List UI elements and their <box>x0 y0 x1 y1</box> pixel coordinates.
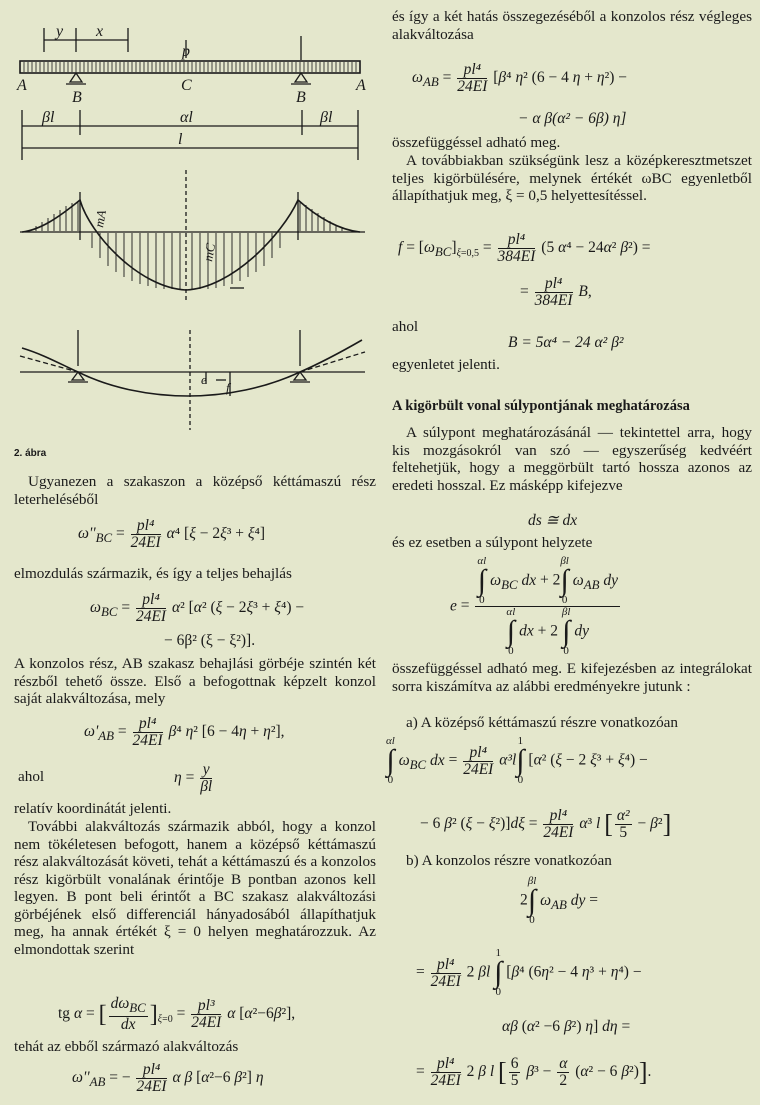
equation-integral-bc: αl ∫ 0 $\omega_{BC}$ dx = $\frac{\text{pl⁴}}{24EI}$ α³l1 ∫ 0 [α² (ξ − 2 ξ³ + ξ⁴) − <box>386 735 648 786</box>
equation-integral-ab-cont: αβ (α² −6 β²) η] dη = <box>502 1018 631 1035</box>
label-y: y <box>56 23 64 40</box>
paragraph: összefüggéssel adható meg. <box>392 134 561 151</box>
label-e: e <box>201 372 207 387</box>
equation-omega-ab-continued: − α β(α² − 6β) η] <box>518 110 627 127</box>
label-x: x <box>96 23 104 40</box>
label-a-right: A <box>356 77 366 94</box>
section-heading: A kigörbült vonal súlypontjának meghatározása <box>392 398 690 414</box>
equation-omega-ab-second: $\omega''_{AB}$ = − $\frac{\text{pl⁴}}{24EI}$ α β [α²−6 β²] η <box>72 1061 264 1095</box>
equation-integral-ab: 2βl ∫ 0 $\omega_{AB}$ dy = <box>520 875 599 926</box>
equation-omega-ab: $\omega_{AB}$ = $\frac{\text{pl⁴}}{24EI}$ [β⁴ η² (6 − 4 η + η²) − <box>412 61 628 95</box>
equation-omega-ab-prime: $\omega'_{AB}$ = $\frac{\text{pl⁴}}{24EI}$ β⁴ η² [6 − 4η + η²], <box>84 715 285 749</box>
equation-omega-bc-second: $\omega''_{BC}$ = $\frac{\text{pl⁴}}{24EI}$ α⁴ [ξ − 2ξ³ + ξ⁴] <box>78 517 266 551</box>
equation-ds: ds ≅ dx <box>528 512 578 529</box>
label-mc: mC <box>200 242 219 263</box>
paragraph: A továbbiakban szükségünk lesz a középkeresztmetszet teljes kigörbülésére, melynek értékét ωBC egyenletből állapíthatjuk meg, ξ = 0,5 helyettesítéssel. <box>392 152 752 204</box>
label-bl-1: βl <box>42 109 55 126</box>
paragraph: és ez esetben a súlypont helyzete <box>392 534 593 551</box>
figure-caption: 2. ábra <box>14 448 47 459</box>
paragraph: További alakváltozás származik abból, hogy a konzol nem tökéletesen befogott, hanem a középső kéttámaszú rész alakváltozását követi, tehát a kéttámaszú és a konzolos rész kigörbült vonalának érintője B pontban azonos kell legyen. B pont beli érintőt a BC szakasz alakváltozási görbéjének első differenciál hányadosából állapíthatjuk meg, ha annak értékét ξ = 0 helyen meghatározzuk. Az elmondottak szerint <box>14 818 376 958</box>
equation-e: e = αl ∫ 0 $\omega_{BC}$ dx + 2βl ∫ 0 $\omega_{AB}$ dy αl ∫ 0 dx + 2 βl ∫ 0 dy <box>450 555 618 657</box>
equation-f: $f = [\omega_{BC}]_{\xi=0,5}$ = $\frac{\text{pl⁴}}{384EI}$ (5 α⁴ − 24α² β²) = <box>398 231 651 265</box>
equation-b: B = 5α⁴ − 24 α² β² <box>508 334 624 351</box>
paragraph-a: a) A középső kéttámaszú részre vonatkozóan <box>406 714 679 731</box>
paragraph: A konzolos rész, AB szakasz behajlási görbéje szintén két részből tehető össze. Első a befogottnak képzelt konzol saját alakváltozása, mely <box>14 655 376 707</box>
paragraph: elmozdulás származik, és így a teljes behajlás <box>14 565 292 582</box>
equation-integral-bc-result: − 6 β² (ξ − ξ²)]dξ = $\frac{\text{pl⁴}}{24EI}$ α³ l [ $\frac{\text{α²}}{5}$ − β²] <box>420 807 672 841</box>
equation-integral-ab-expanded: = $\frac{\text{pl⁴}}{24EI}$ 2 βl 1 ∫ 0 [β⁴ (6η² − 4 η³ + η⁴) − <box>416 947 642 998</box>
label-l: l <box>178 131 183 148</box>
ahol-label: ahol <box>18 768 45 785</box>
paragraph-b: b) A konzolos részre vonatkozóan <box>406 852 612 869</box>
paragraph: és így a két hatás összegezéséből a konzolos rész végleges alakváltozása <box>392 8 752 43</box>
label-al: αl <box>180 109 193 126</box>
paragraph: tehát az ebből származó alakváltozás <box>14 1038 239 1055</box>
equation-eta: η = $\frac{y}{\beta l}$ <box>174 761 213 795</box>
paragraph: egyenletet jelenti. <box>392 356 500 373</box>
ahol-label: ahol <box>392 318 419 335</box>
equation-omega-bc-continued: − 6β² (ξ − ξ²)]. <box>164 632 256 649</box>
equation-tg-alpha: tg α = [ $\frac{d\omega_{BC}}{dx}$ ]$_{\xi=0}$ = $\frac{\text{pl³}}{24EI}$ α [α²−6β²], <box>58 995 296 1034</box>
equation-f-b: = $\frac{\text{pl⁴}}{384EI}$ B, <box>520 275 592 309</box>
equation-omega-bc: $\omega_{BC}$ = $\frac{\text{pl⁴}}{24EI}$ α² [α² (ξ − 2ξ³ + ξ⁴) − <box>90 591 305 625</box>
label-bl-2: βl <box>320 109 333 126</box>
paragraph: összefüggéssel adható meg. E kifejezésben az integrálokat sorra kiszámítva az alábbi eredményekre jutunk : <box>392 660 752 695</box>
paragraph: relatív koordinátát jelenti. <box>14 800 172 817</box>
paragraph: Ugyanezen a szakaszon a középső kéttámaszú rész leterheléséből <box>14 473 376 508</box>
label-ma: mA <box>91 208 109 229</box>
label-b-left: B <box>72 89 82 106</box>
paragraph: A súlypont meghatározásánál — tekintettel arra, hogy kis mozgásokról van szó — egyszerűség kedvéért feltehetjük, hogy a meggörbült tartó hossza azonos az eredeti hosszal. Ez másképp kifejezve <box>392 424 752 494</box>
label-f: f <box>226 380 230 395</box>
label-c: C <box>181 77 192 94</box>
equation-integral-ab-result: = $\frac{\text{pl⁴}}{24EI}$ 2 β l [ $\frac{6}{5}$ β³ − $\frac{\alpha}{2}$ (α² − 6 β²)]. <box>416 1055 652 1089</box>
label-a-left: A <box>17 77 27 94</box>
label-p: p <box>182 43 190 60</box>
label-b-right: B <box>296 89 306 106</box>
beam-figure <box>0 0 380 470</box>
